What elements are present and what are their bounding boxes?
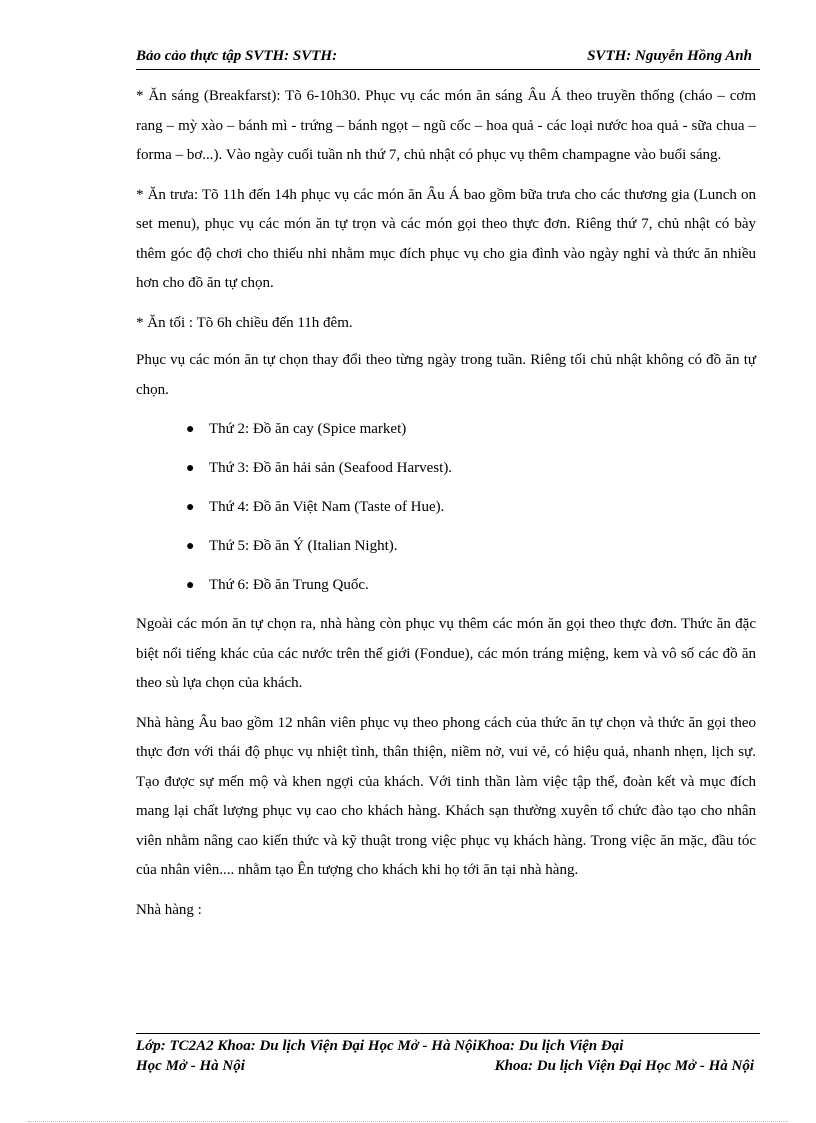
weekly-menu-list [136,415,756,601]
staff-paragraph: Nhà hàng Âu bao gồm 12 nhân viên phục vụ theo phong cách của thức ăn tự chọn và thức ăn gọi theo thực đơn với thái độ phục vụ nhiệt tình, thân thiện, niềm nở, vui vẻ, có hiệu quả, nhanh nhẹn, lịch sự. Tạo được sự mến mộ và khen ngợi của khách. Với tinh thần làm việc tập thể, đoàn kết và mục đích mang lại chất lượng phục vụ cao cho khách hàng. Khách sạn thường xuyên tổ chức đào tạo cho nhân viên nhằm nâng cao kiến thức và kỹ thuật trong việc phục vụ khách hàng. Trong việc ăn mặc, đầu tóc của nhân viên.... nhằm tạo Ên tượng cho khách khi họ tới ăn tại nhà hàng. [136,714,756,878]
page-bottom-dotted-border [28,1121,788,1122]
bullet-icon: ● [186,500,195,515]
breakfast-paragraph: * Ăn sáng (Breakfarst): Tõ 6-10h30. Phục vụ các món ăn sáng Âu Á theo truyền thống (cháo – cơm rang – mỳ xào – bánh mì - trứng – bánh ngọt – ngũ cốc – hoa quả - các loại nước hoa quả - sữa chua – forma – bơ...). Vào ngày cuối tuần nh thứ 7, chủ nhật có phục vụ thêm champagne vào buổi sáng. [136,88,756,163]
list-item [136,532,756,562]
page-header [136,48,760,70]
header-report-title: Bảo cảo thực tập SVTH: SVTH: [136,48,338,64]
footer-line-2-left: Học Mở - Hà Nội [136,1058,245,1074]
list-item [136,493,756,523]
dinner-paragraph: * Ăn tối : Tõ 6h chiều đến 11h đêm. [136,314,353,331]
footer-line-2-right: Khoa: Du lịch Viện Đại Học Mở - Hà Nội [494,1058,754,1074]
footer-rule [136,1033,760,1034]
extra-dishes-paragraph: Ngoài các món ăn tự chọn ra, nhà hàng còn phục vụ thêm các món ăn gọi theo thực đơn. Thức ăn đặc biệt nổi tiếng khác của các nước trên thế giới (Fondue), các món tráng miệng, kem và vô số các đồ ăn theo sù lựa chọn của khách. [136,616,756,691]
header-student-name: SVTH: Nguyễn Hồng Anh [587,48,752,64]
list-item-text: Thứ 6: Đồ ăn Trung Quốc. [209,577,369,593]
footer-line-1: Lớp: TC2A2 Khoa: Du lịch Viện Đại Học Mở - Hà NộiKhoa: Du lịch Viện Đại [136,1038,624,1054]
dinner-detail-paragraph: Phục vụ các món ăn tự chọn thay đổi theo từng ngày trong tuần. Riêng tối chủ nhật không có đồ ăn tự chọn. [136,352,756,398]
restaurant-paragraph: Nhà hàng : [136,901,202,918]
list-item-text: Thứ 5: Đồ ăn Ý (Italian Night). [209,538,398,554]
bullet-icon: ● [186,539,195,554]
list-item [136,571,756,601]
list-item-text: Thứ 3: Đồ ăn hải sản (Seafood Harvest). [209,460,453,476]
list-item [136,454,756,484]
header-rule [136,69,760,70]
footer-line-2 [136,1056,756,1076]
document-body [136,82,756,935]
list-item [136,415,756,445]
list-item-text: Thứ 2: Đồ ăn cay (Spice market) [209,421,407,437]
bullet-icon: ● [186,578,195,593]
lunch-paragraph: * Ăn trưa: Tõ 11h đến 14h phục vụ các món ăn Âu Á bao gồm bữa trưa cho các thương gia (Lunch on set menu), phục vụ các món ăn tự trọn và các món gọi theo thực đơn. Riêng thứ 7, chủ nhật có bày thêm góc độ chơi cho thiếu nhi nhằm mục đích phục vụ cho gia đình vào ngày nghỉ và thức ăn nhiều hơn cho đồ ăn tự chọn. [136,186,756,291]
bullet-icon: ● [186,422,195,437]
list-item-text: Thứ 4: Đồ ăn Việt Nam (Taste of Hue). [209,499,445,515]
page-footer [136,1036,756,1076]
bullet-icon: ● [186,461,195,476]
